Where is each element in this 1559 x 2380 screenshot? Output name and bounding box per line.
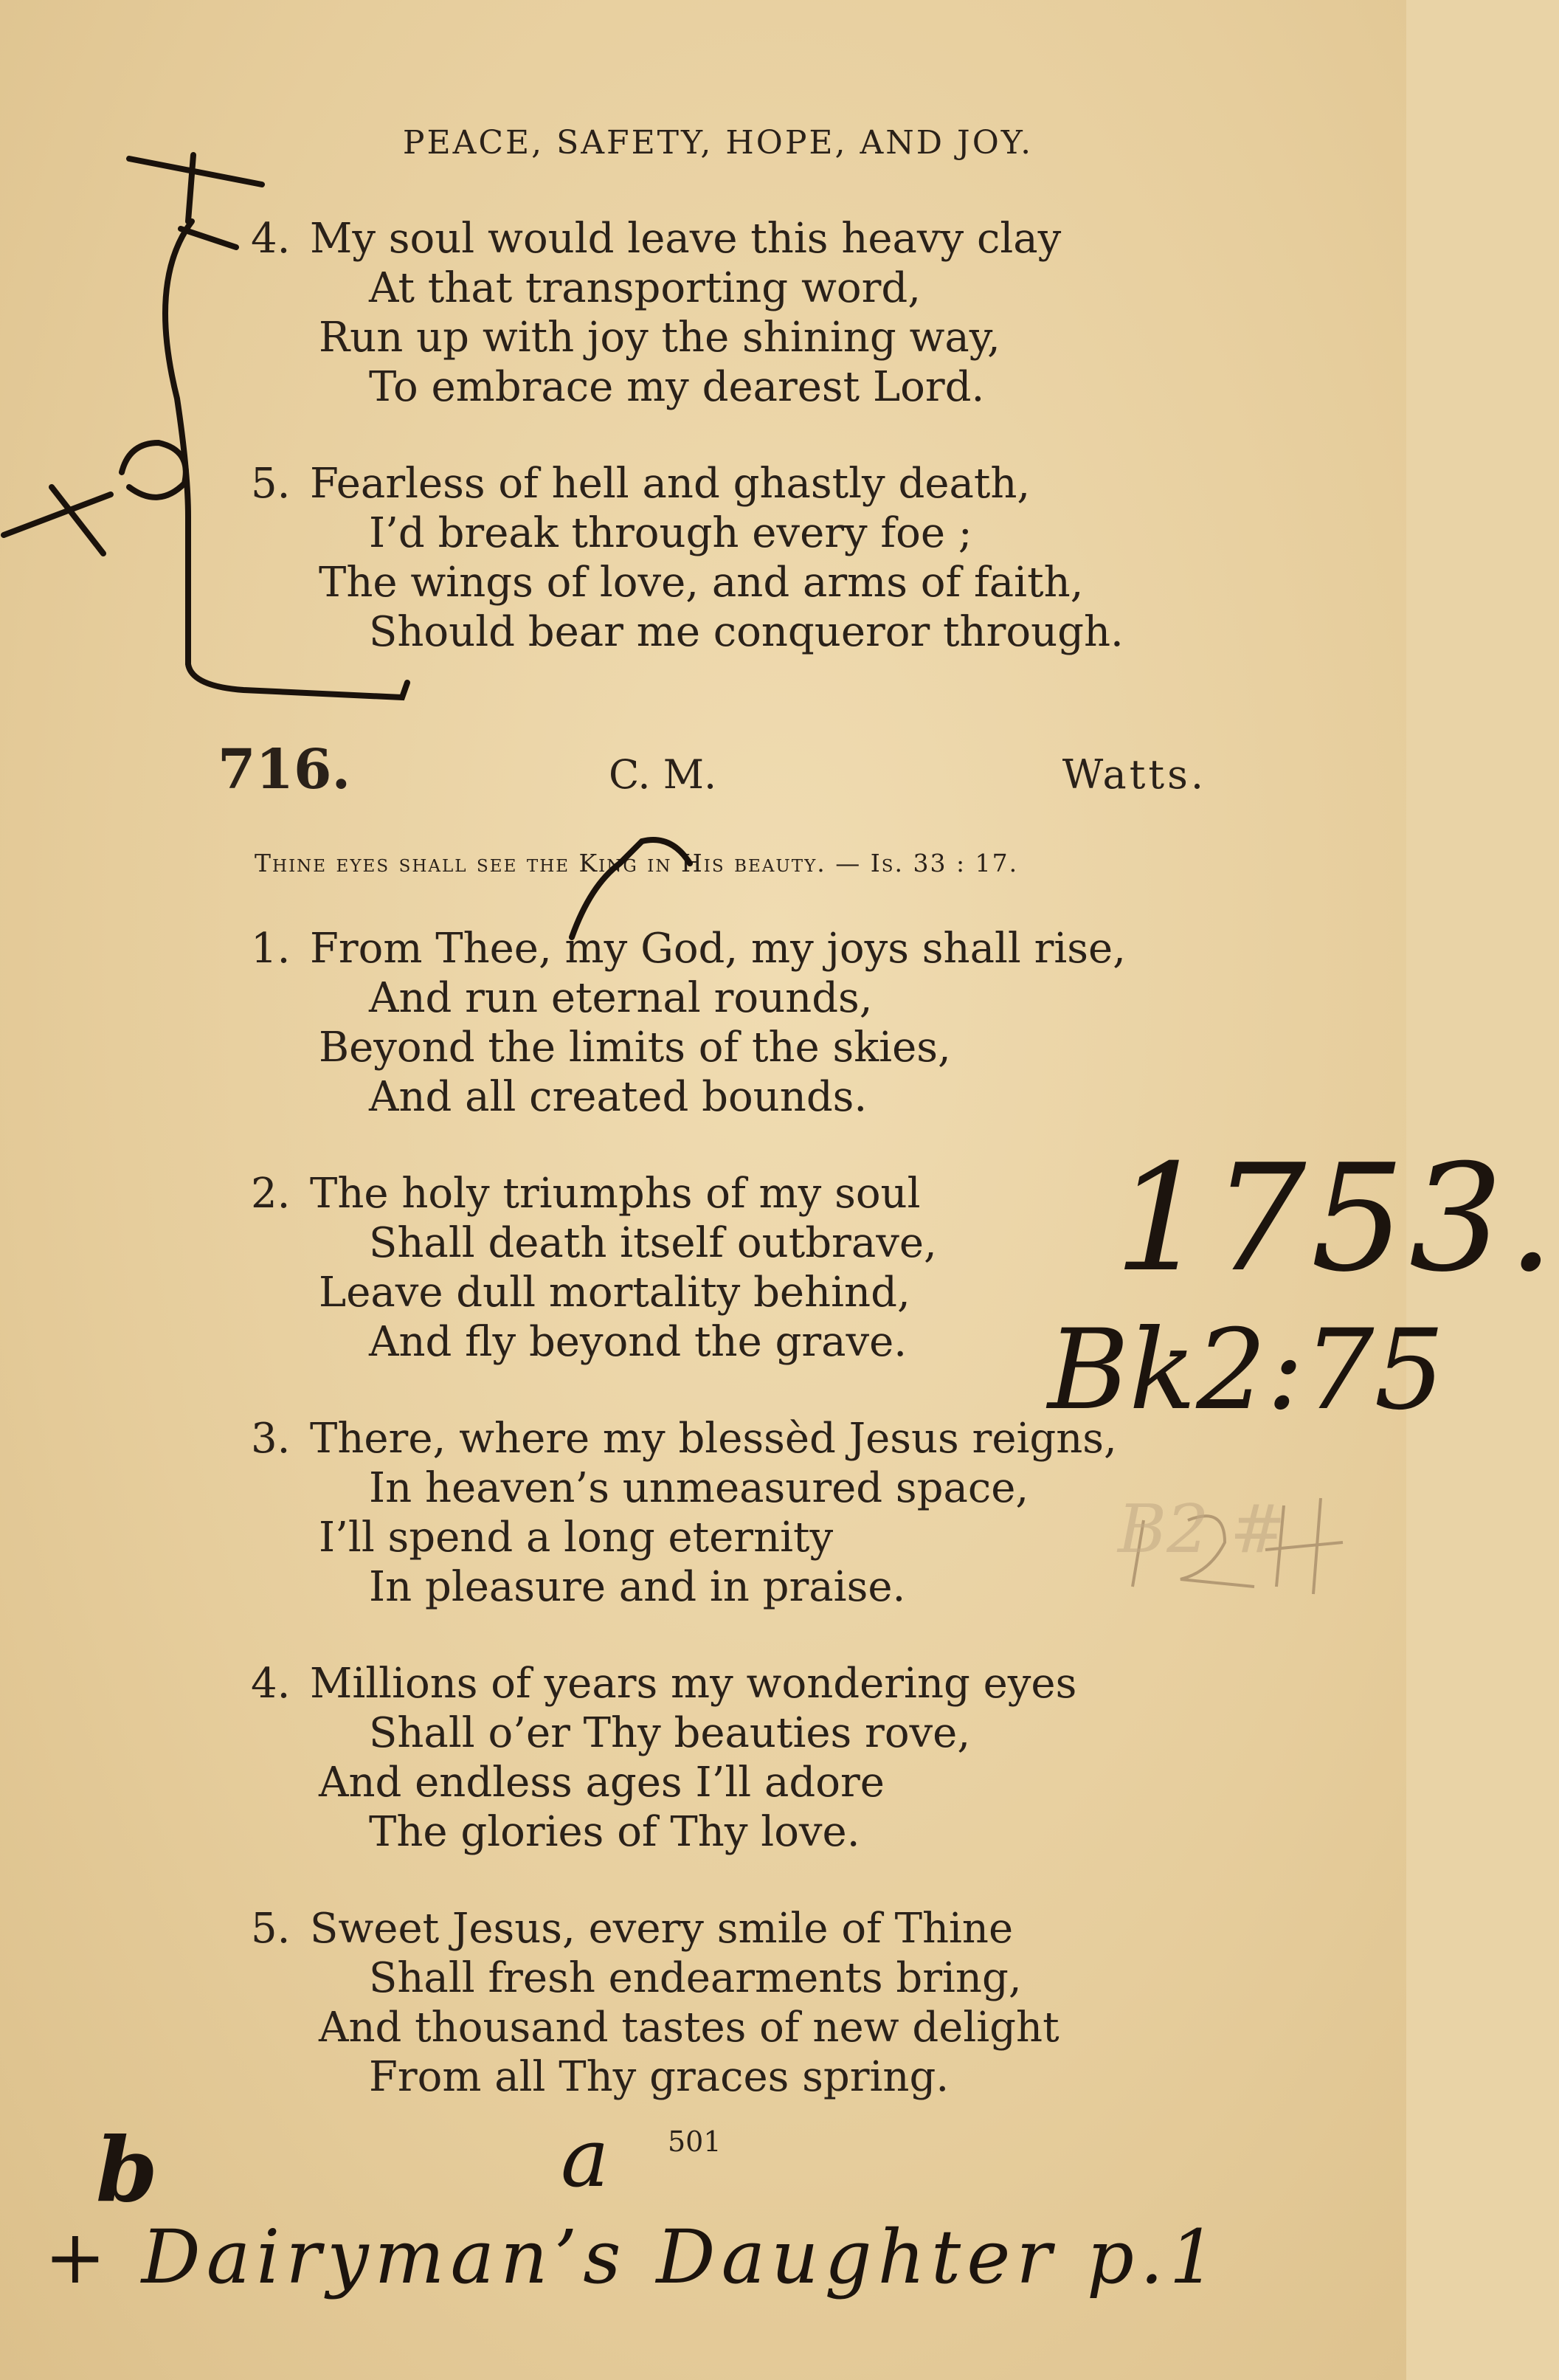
- cross-mark-top: [129, 155, 262, 221]
- verse-line: Leave dull mortality behind,: [319, 1269, 910, 1317]
- verse-line: From all Thy graces spring.: [369, 2053, 950, 2101]
- verse-line: I’ll spend a long eternity: [319, 1514, 834, 1562]
- verse-line: At that transporting word,: [369, 264, 922, 312]
- verse-line: Beyond the limits of the skies,: [319, 1024, 951, 1072]
- hymn-number: 716.: [218, 738, 351, 801]
- running-head: PEACE, SAFETY, HOPE, AND JOY.: [402, 124, 1034, 162]
- loop-mark: [122, 443, 186, 497]
- bracket-mark: [165, 221, 407, 697]
- hymn-epigraph: Thine eyes shall see the King in His beauty. — Is. 33 : 17.: [255, 849, 1019, 877]
- verse-line: Shall death itself outbrave,: [369, 1219, 937, 1267]
- verse-line: My soul would leave this heavy clay: [310, 215, 1062, 263]
- verse-number: 5.: [251, 1905, 291, 1953]
- verse-line: And endless ages I’ll adore: [319, 1759, 885, 1807]
- hymn-meter: C. M.: [609, 751, 717, 798]
- hymn-author: Watts.: [1062, 751, 1206, 798]
- verse-number: 4.: [251, 215, 291, 263]
- handwritten-tune-number: 1753.: [1114, 1133, 1559, 1305]
- verse-line: To embrace my dearest Lord.: [369, 363, 985, 411]
- verse-line: Sweet Jesus, every smile of Thine: [310, 1905, 1014, 1953]
- verse-number: 1.: [251, 925, 291, 973]
- verse-line: Shall o’er Thy beauties rove,: [369, 1709, 971, 1757]
- bracket-tick: [181, 229, 236, 247]
- verse-line: And all created bounds.: [369, 1073, 868, 1121]
- check-mark-epigraph: [572, 840, 690, 937]
- verse-line: The wings of love, and arms of faith,: [319, 559, 1084, 607]
- verse-line: From Thee, my God, my joys shall rise,: [310, 925, 1126, 973]
- verse-line: Fearless of hell and ghastly death,: [310, 460, 1031, 508]
- verse-line: In heaven’s unmeasured space,: [369, 1464, 1029, 1512]
- handwritten-faint-mark: B2 #: [1118, 1491, 1286, 1568]
- verse-line: And run eternal rounds,: [369, 974, 873, 1022]
- verse-line: The glories of Thy love.: [369, 1808, 860, 1856]
- verse-line: Shall fresh endearments bring,: [369, 1954, 1022, 2002]
- verse-line: Should bear me conqueror through.: [369, 608, 1124, 656]
- x-mark-left: [4, 487, 111, 553]
- verse-line: In pleasure and in praise.: [369, 1563, 906, 1611]
- handwritten-reference: Bk2:75: [1048, 1306, 1445, 1435]
- verse-line: And thousand tastes of new delight: [319, 2004, 1060, 2052]
- verse-line: I’d break through every foe ;: [369, 509, 972, 557]
- verse-line: There, where my blessèd Jesus reigns,: [310, 1415, 1117, 1463]
- handwritten-bottom-line: + Dairyman’s Daughter p.1: [44, 2214, 1223, 2300]
- handwritten-mark-b: b: [96, 2118, 158, 2222]
- verse-number: 4.: [251, 1660, 291, 1708]
- verse-number: 2.: [251, 1170, 291, 1218]
- verse-number: 3.: [251, 1415, 291, 1463]
- verse-line: Run up with joy the shining way,: [319, 314, 1000, 362]
- verse-line: And fly beyond the grave.: [369, 1318, 908, 1366]
- verse-line: The holy triumphs of my soul: [310, 1170, 921, 1218]
- verse-number: 5.: [251, 460, 291, 508]
- page-number: 501: [668, 2125, 722, 2158]
- verse-line: Millions of years my wondering eyes: [310, 1660, 1077, 1708]
- handwritten-mark-a: a: [561, 2111, 609, 2205]
